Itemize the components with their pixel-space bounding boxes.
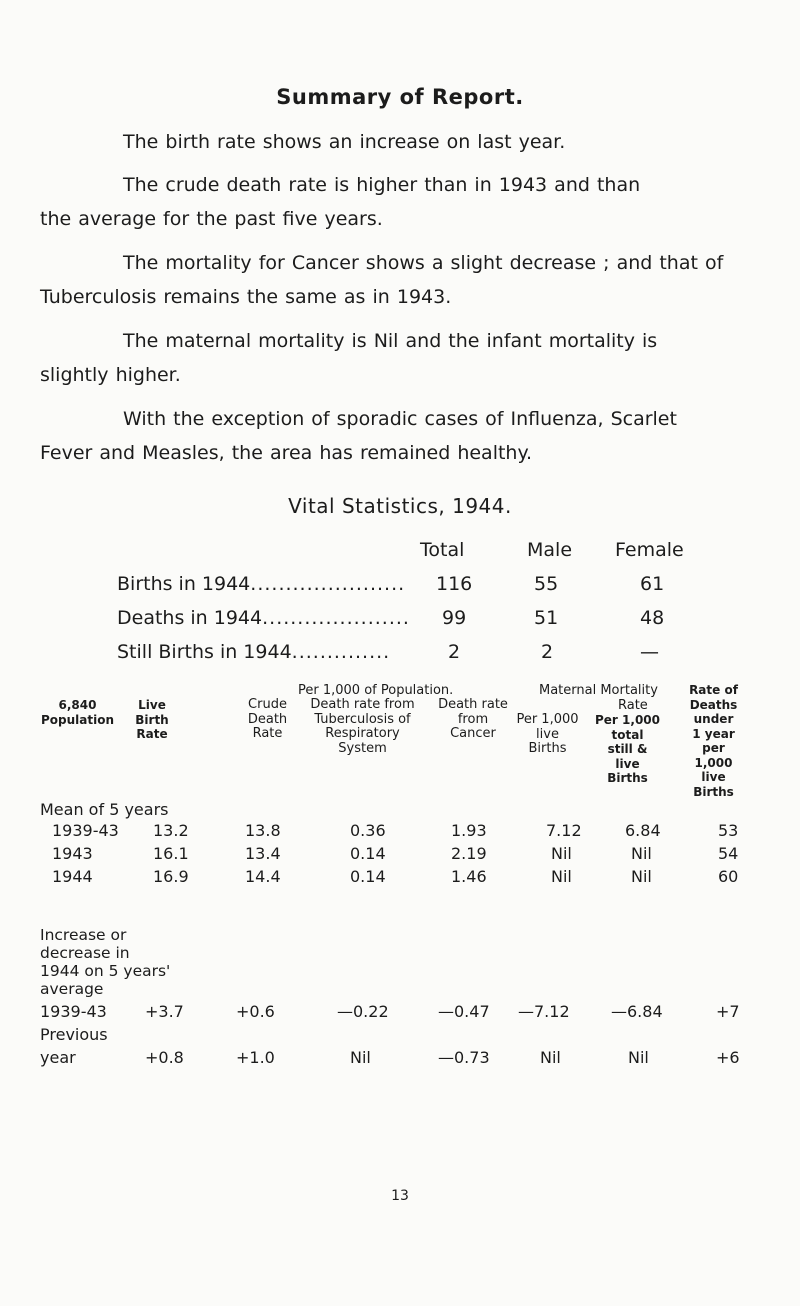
deaths-male: 51: [534, 607, 559, 629]
group-header-maternal: Maternal Mortality: [539, 683, 658, 698]
summary-paragraph: The maternal mortality is Nil and the infant mortality is slightly higher.: [40, 330, 658, 386]
change-label: Increase or decrease in 1944 on 5 years' average: [40, 926, 171, 998]
column-header-female: Female: [615, 539, 684, 561]
group-header-population: Per 1,000 of Population.: [298, 683, 454, 698]
deaths-female: 48: [640, 607, 665, 629]
column-header-male: Male: [527, 539, 573, 561]
mean-label: Mean of 5 years: [40, 800, 169, 819]
column-header-birth-rate: Live Birth Rate: [135, 698, 169, 741]
report-heading: Summary of Report.: [276, 85, 524, 109]
deaths-total: 99: [442, 607, 467, 629]
column-header-population: 6,840 Population: [40, 698, 115, 727]
vital-statistics-title: Vital Statistics, 1944.: [288, 494, 512, 518]
births-female: 61: [640, 573, 665, 595]
still-births-total: 2: [448, 641, 461, 663]
births-male: 55: [534, 573, 559, 595]
row-label-still-births: Still Births in 1944..............: [117, 641, 391, 663]
still-births-female: —: [640, 641, 659, 663]
summary-paragraph: The birth rate shows an increase on last year.: [123, 131, 566, 153]
summary-paragraph: With the exception of sporadic cases of Influenza, Scarlet Fever and Measles, the area has remained healthy.: [40, 408, 677, 464]
summary-paragraph: The crude death rate is higher than in 1943 and than the average for the past five years.: [40, 174, 641, 230]
document-page: Summary of Report. The birth rate shows an increase on last year. The crude death rate is higher than in 1943 and than the average for the past five years. The mortality for Cancer shows a slight decrease ; and that of Tuberculosis remains the same as in 1943. The maternal mortality is Nil and the infant mortality is slightly higher. With the exception of sporadic cases of Influenza, Scarlet Fever and Measles, the area has remained healthy. Vital Statistics, 1944. Total Male Female Births in 1944...................... 116 55 61 Deaths in 1944..................... 99 51 48 Still Births in 1944.............. 2 2 — Per 1,000 of Population. Maternal Mortality Rate 6,840 Population Live Birth Rate Crude Death Rate Death rate from Tuberculosis of Respiratory System Death rate from Cancer Per 1,000 live Births Per 1,000 total still & live Births Rate of Deaths under 1 year per 1,000 live Births Mean of 5 years 1939-43 13.2 13.8 0.36 1.93 7.12 6.84 53 1943 16.1 13.4 0.14 2.19 Nil Nil 54 1944 16.9 14.4 0.14 1.46 Nil Nil 60 Increase or decrease in 1944 on 5 years' average 1939-43 +3.7 +0.6 —0.22 —0.47 —7.12 —6.84 +7 Previous year +0.8 +1.0 Nil —0.73 Nil Nil +6 13: [0, 0, 800, 1306]
column-header-maternal-live: Per 1,000 live Births: [516, 712, 579, 756]
column-header-maternal-total: Per 1,000 total still & live Births: [595, 713, 660, 785]
still-births-male: 2: [541, 641, 554, 663]
column-header-tb-death-rate: Death rate from Tuberculosis of Respiratory System: [310, 697, 415, 756]
page-number: 13: [391, 1188, 409, 1204]
births-total: 116: [436, 573, 473, 595]
row-label-deaths: Deaths in 1944.....................: [117, 607, 410, 629]
summary-paragraph: The mortality for Cancer shows a slight decrease ; and that of Tuberculosis remains the same as in 1943.: [40, 252, 724, 308]
column-header-cancer-death-rate: Death rate from Cancer: [438, 697, 508, 741]
column-header-infant-mortality: Rate of Deaths under 1 year per 1,000 live Births: [689, 683, 738, 799]
column-header-total: Total: [420, 539, 465, 561]
group-header-maternal-rate: Rate: [618, 698, 648, 713]
row-label-births: Births in 1944......................: [117, 573, 406, 595]
column-header-crude-death-rate: Crude Death Rate: [247, 697, 288, 741]
